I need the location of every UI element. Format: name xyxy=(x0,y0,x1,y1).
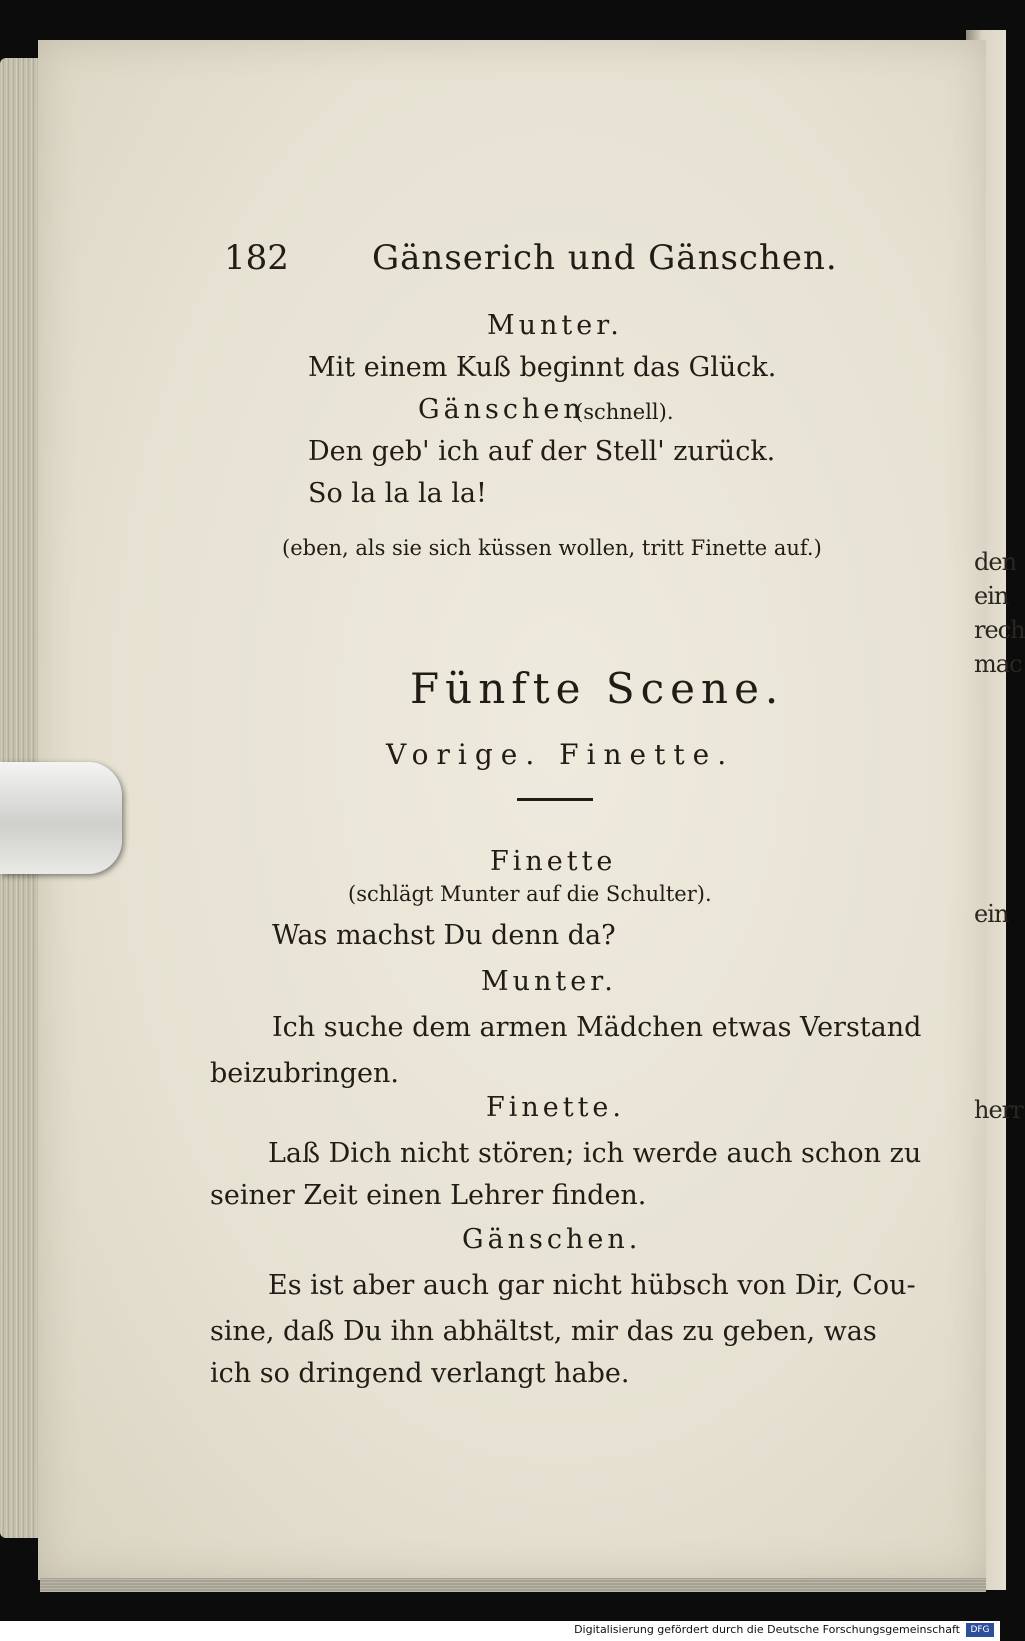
next-page-fragment: herr xyxy=(974,1096,1023,1124)
page-clip xyxy=(0,762,122,874)
stage-direction: (schnell). xyxy=(575,400,674,424)
dialogue-line: sine, daß Du ihn abhältst, mir das zu geben, was xyxy=(210,1316,877,1347)
speaker-label: Finette xyxy=(490,846,617,877)
dialogue-line: Es ist aber auch gar nicht hübsch von Dir, Cou- xyxy=(268,1270,916,1301)
speaker-label: Gänschen. xyxy=(462,1224,642,1255)
dialogue-line: Mit einem Kuß beginnt das Glück. xyxy=(308,352,777,383)
next-page-fragment: ein xyxy=(974,582,1009,610)
speaker-label: Finette. xyxy=(486,1092,625,1123)
dialogue-line: Den geb' ich auf der Stell' zurück. xyxy=(308,436,776,467)
dialogue-line: Was machst Du denn da? xyxy=(272,920,616,951)
dialogue-line: ich so dringend verlangt habe. xyxy=(210,1358,630,1389)
digitization-footer xyxy=(0,1621,1000,1641)
scene-divider xyxy=(517,798,593,801)
stage-direction: (schlägt Munter auf die Schulter). xyxy=(348,882,712,906)
dfg-logo: DFG xyxy=(966,1623,994,1637)
speaker-label: Gänschen xyxy=(418,394,585,425)
dialogue-line: beizubringen. xyxy=(210,1058,399,1089)
stage-direction: (eben, als sie sich küssen wollen, tritt Finette auf.) xyxy=(282,536,822,560)
next-page-fragment: ein xyxy=(974,900,1009,928)
dialogue-line: seiner Zeit einen Lehrer finden. xyxy=(210,1180,647,1211)
speaker-label: Munter. xyxy=(481,966,617,997)
book-bottom-edge xyxy=(40,1578,986,1592)
dialogue-line: Ich suche dem armen Mädchen etwas Verstand xyxy=(272,1012,922,1043)
scene-cast: Vorige. Finette. xyxy=(386,738,735,771)
dialogue-line: Laß Dich nicht stören; ich werde auch schon zu xyxy=(268,1138,922,1169)
funding-credit: Digitalisierung gefördert durch die Deutsche Forschungsgemeinschaft xyxy=(574,1623,960,1636)
speaker-label: Munter. xyxy=(487,310,623,341)
page-number: 182 xyxy=(224,238,289,278)
dialogue-line: So la la la la! xyxy=(308,478,487,509)
scene-title: Fünfte Scene. xyxy=(410,664,785,713)
running-head: Gänserich und Gänschen. xyxy=(372,238,838,278)
next-page-fragment: den xyxy=(974,548,1017,576)
next-page-fragment: rech xyxy=(974,616,1025,644)
next-page-fragment: mac xyxy=(974,650,1022,678)
